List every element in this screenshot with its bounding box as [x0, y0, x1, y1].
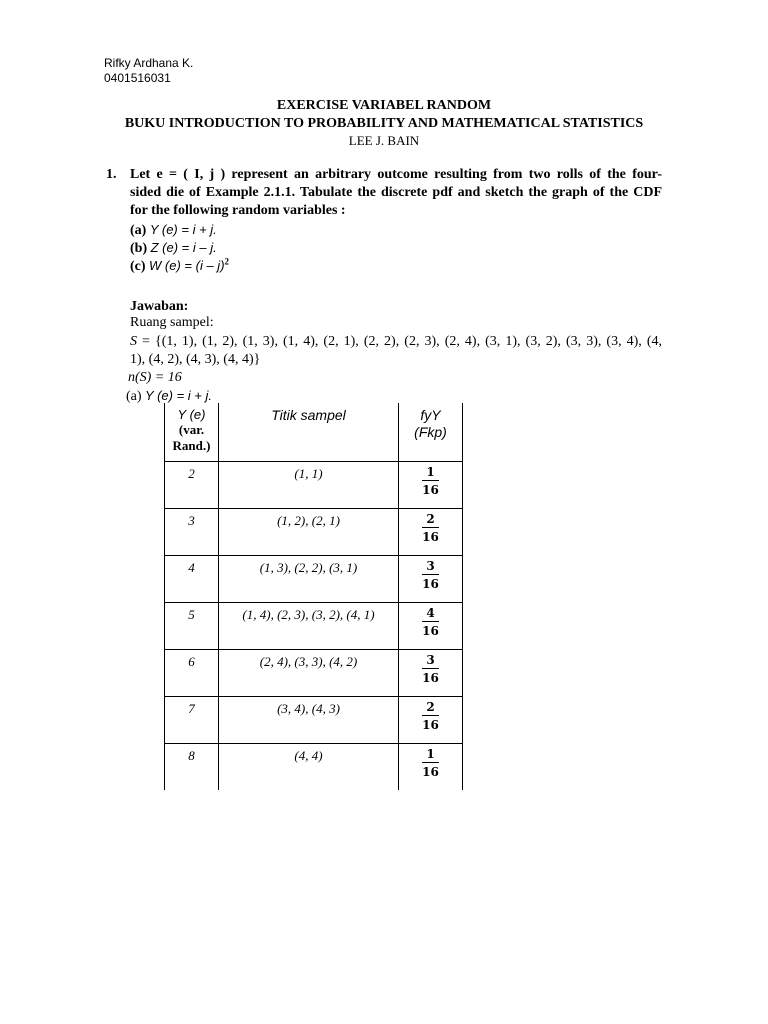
header-pdf-expression: fyY [420, 407, 441, 423]
probability-fraction [422, 559, 439, 591]
table-row [165, 697, 463, 744]
fraction-denominator: 16 [422, 765, 439, 779]
question-text-line: sided die of Example 2.1.1. Tabulate the discrete pdf and sketch the graph of the CDF [130, 185, 662, 200]
header-y-sub: (var. [178, 422, 205, 437]
fraction-numerator: 1 [422, 747, 439, 763]
sample-points: (4, 4) [294, 748, 323, 763]
fraction-denominator: 16 [422, 624, 439, 638]
question-number: 1. [106, 167, 117, 182]
sample-points: (1, 2), (2, 1) [277, 513, 340, 528]
cell-probability [399, 650, 463, 697]
cell-y-value [165, 744, 219, 791]
cell-sample-points [219, 556, 399, 603]
y-value: 7 [188, 701, 195, 716]
fraction-numerator: 2 [422, 512, 439, 528]
cell-sample-points [219, 650, 399, 697]
cell-y-value [165, 603, 219, 650]
fraction-numerator: 2 [422, 700, 439, 716]
author-name: Rifky Ardhana K. [104, 56, 194, 70]
part-expression: Y (e) = i + j. [149, 222, 217, 237]
document-subtitle: BUKU INTRODUCTION TO PROBABILITY AND MATHEMATICAL STATISTICS [124, 116, 644, 131]
cell-y-value [165, 650, 219, 697]
question-part-c [130, 257, 229, 276]
y-value: 6 [188, 654, 195, 669]
sample-space-line [130, 333, 662, 351]
column-header-sample-points [219, 403, 399, 462]
sample-points: (1, 3), (2, 2), (3, 1) [259, 560, 358, 575]
cell-sample-points [219, 603, 399, 650]
sample-space-symbol: S [130, 334, 137, 349]
table-row [165, 603, 463, 650]
cell-sample-points [219, 509, 399, 556]
sample-points: (3, 4), (4, 3) [277, 701, 340, 716]
answer-heading: Jawaban: [130, 299, 189, 314]
header-sample-text: Titik sampel [271, 407, 346, 423]
header-y-sub: Rand.) [172, 438, 211, 453]
cell-y-value [165, 462, 219, 509]
header-y-expression: Y (e) [177, 407, 206, 422]
document-title: EXERCISE VARIABEL RANDOM [276, 98, 492, 113]
cell-probability [399, 462, 463, 509]
probability-fraction [422, 465, 439, 497]
cell-sample-points [219, 462, 399, 509]
question-part-a [130, 221, 217, 240]
fraction-numerator: 3 [422, 559, 439, 575]
probability-fraction [422, 700, 439, 732]
cell-probability [399, 509, 463, 556]
fraction-denominator: 16 [422, 483, 439, 497]
cell-sample-points [219, 744, 399, 791]
table-row [165, 556, 463, 603]
part-expression: Y (e) = i + j. [145, 388, 213, 403]
part-expression: Z (e) = i – j. [150, 240, 217, 255]
probability-fraction [422, 653, 439, 685]
table-row [165, 650, 463, 697]
cell-probability [399, 744, 463, 791]
question-text-line: for the following random variables : [130, 203, 346, 218]
y-value: 2 [188, 466, 195, 481]
probability-fraction [422, 512, 439, 544]
question-text-line: Let e = ( I, j ) represent an arbitrary outcome resulting from two rolls of the four- [130, 167, 662, 182]
cell-probability [399, 556, 463, 603]
table-row [165, 509, 463, 556]
column-header-pdf [399, 403, 463, 462]
part-label: (c) [130, 259, 146, 274]
sample-space-elements: = {(1, 1), (1, 2), (1, 3), (1, 4), (2, 1), (2, 2), (2, 3), (2, 4), (3, 1), (3, 2), (3, 3), (3, 4), (4, [137, 334, 662, 349]
table-row [165, 744, 463, 791]
author-student-id: 0401516031 [104, 71, 171, 85]
fraction-numerator: 1 [422, 465, 439, 481]
column-header-y [165, 403, 219, 462]
fraction-denominator: 16 [422, 671, 439, 685]
probability-fraction [422, 747, 439, 779]
exponent: 2 [224, 256, 230, 267]
part-label: (a) [130, 223, 147, 238]
cell-probability [399, 603, 463, 650]
cell-y-value [165, 509, 219, 556]
part-label: (b) [130, 241, 148, 256]
document-author-line: LEE J. BAIN [348, 133, 420, 148]
y-value: 8 [188, 748, 195, 763]
cell-probability [399, 697, 463, 744]
fraction-numerator: 4 [422, 606, 439, 622]
cell-y-value [165, 697, 219, 744]
table-header-row [165, 403, 463, 462]
y-value: 5 [188, 607, 195, 622]
sample-points: (1, 4), (2, 3), (3, 2), (4, 1) [242, 607, 375, 622]
part-expression: W (e) = (i – j) [149, 258, 225, 273]
fraction-denominator: 16 [422, 718, 439, 732]
sample-space-label: Ruang sampel: [130, 315, 214, 330]
question-part-b [130, 239, 217, 258]
sample-space-size: n(S) = 16 [128, 370, 182, 385]
fraction-numerator: 3 [422, 653, 439, 669]
fraction-denominator: 16 [422, 577, 439, 591]
cell-sample-points [219, 697, 399, 744]
sample-points: (1, 1) [294, 466, 323, 481]
header-pdf-sub: (Fkp) [414, 424, 447, 440]
y-value: 3 [188, 513, 195, 528]
cell-y-value [165, 556, 219, 603]
sample-points: (2, 4), (3, 3), (4, 2) [259, 654, 358, 669]
fraction-denominator: 16 [422, 530, 439, 544]
sample-space-line: 1), (4, 2), (4, 3), (4, 4)} [130, 352, 261, 367]
part-label: (a) [126, 389, 142, 404]
table-row [165, 462, 463, 509]
probability-fraction [422, 606, 439, 638]
y-value: 4 [188, 560, 195, 575]
pdf-table [164, 403, 463, 790]
